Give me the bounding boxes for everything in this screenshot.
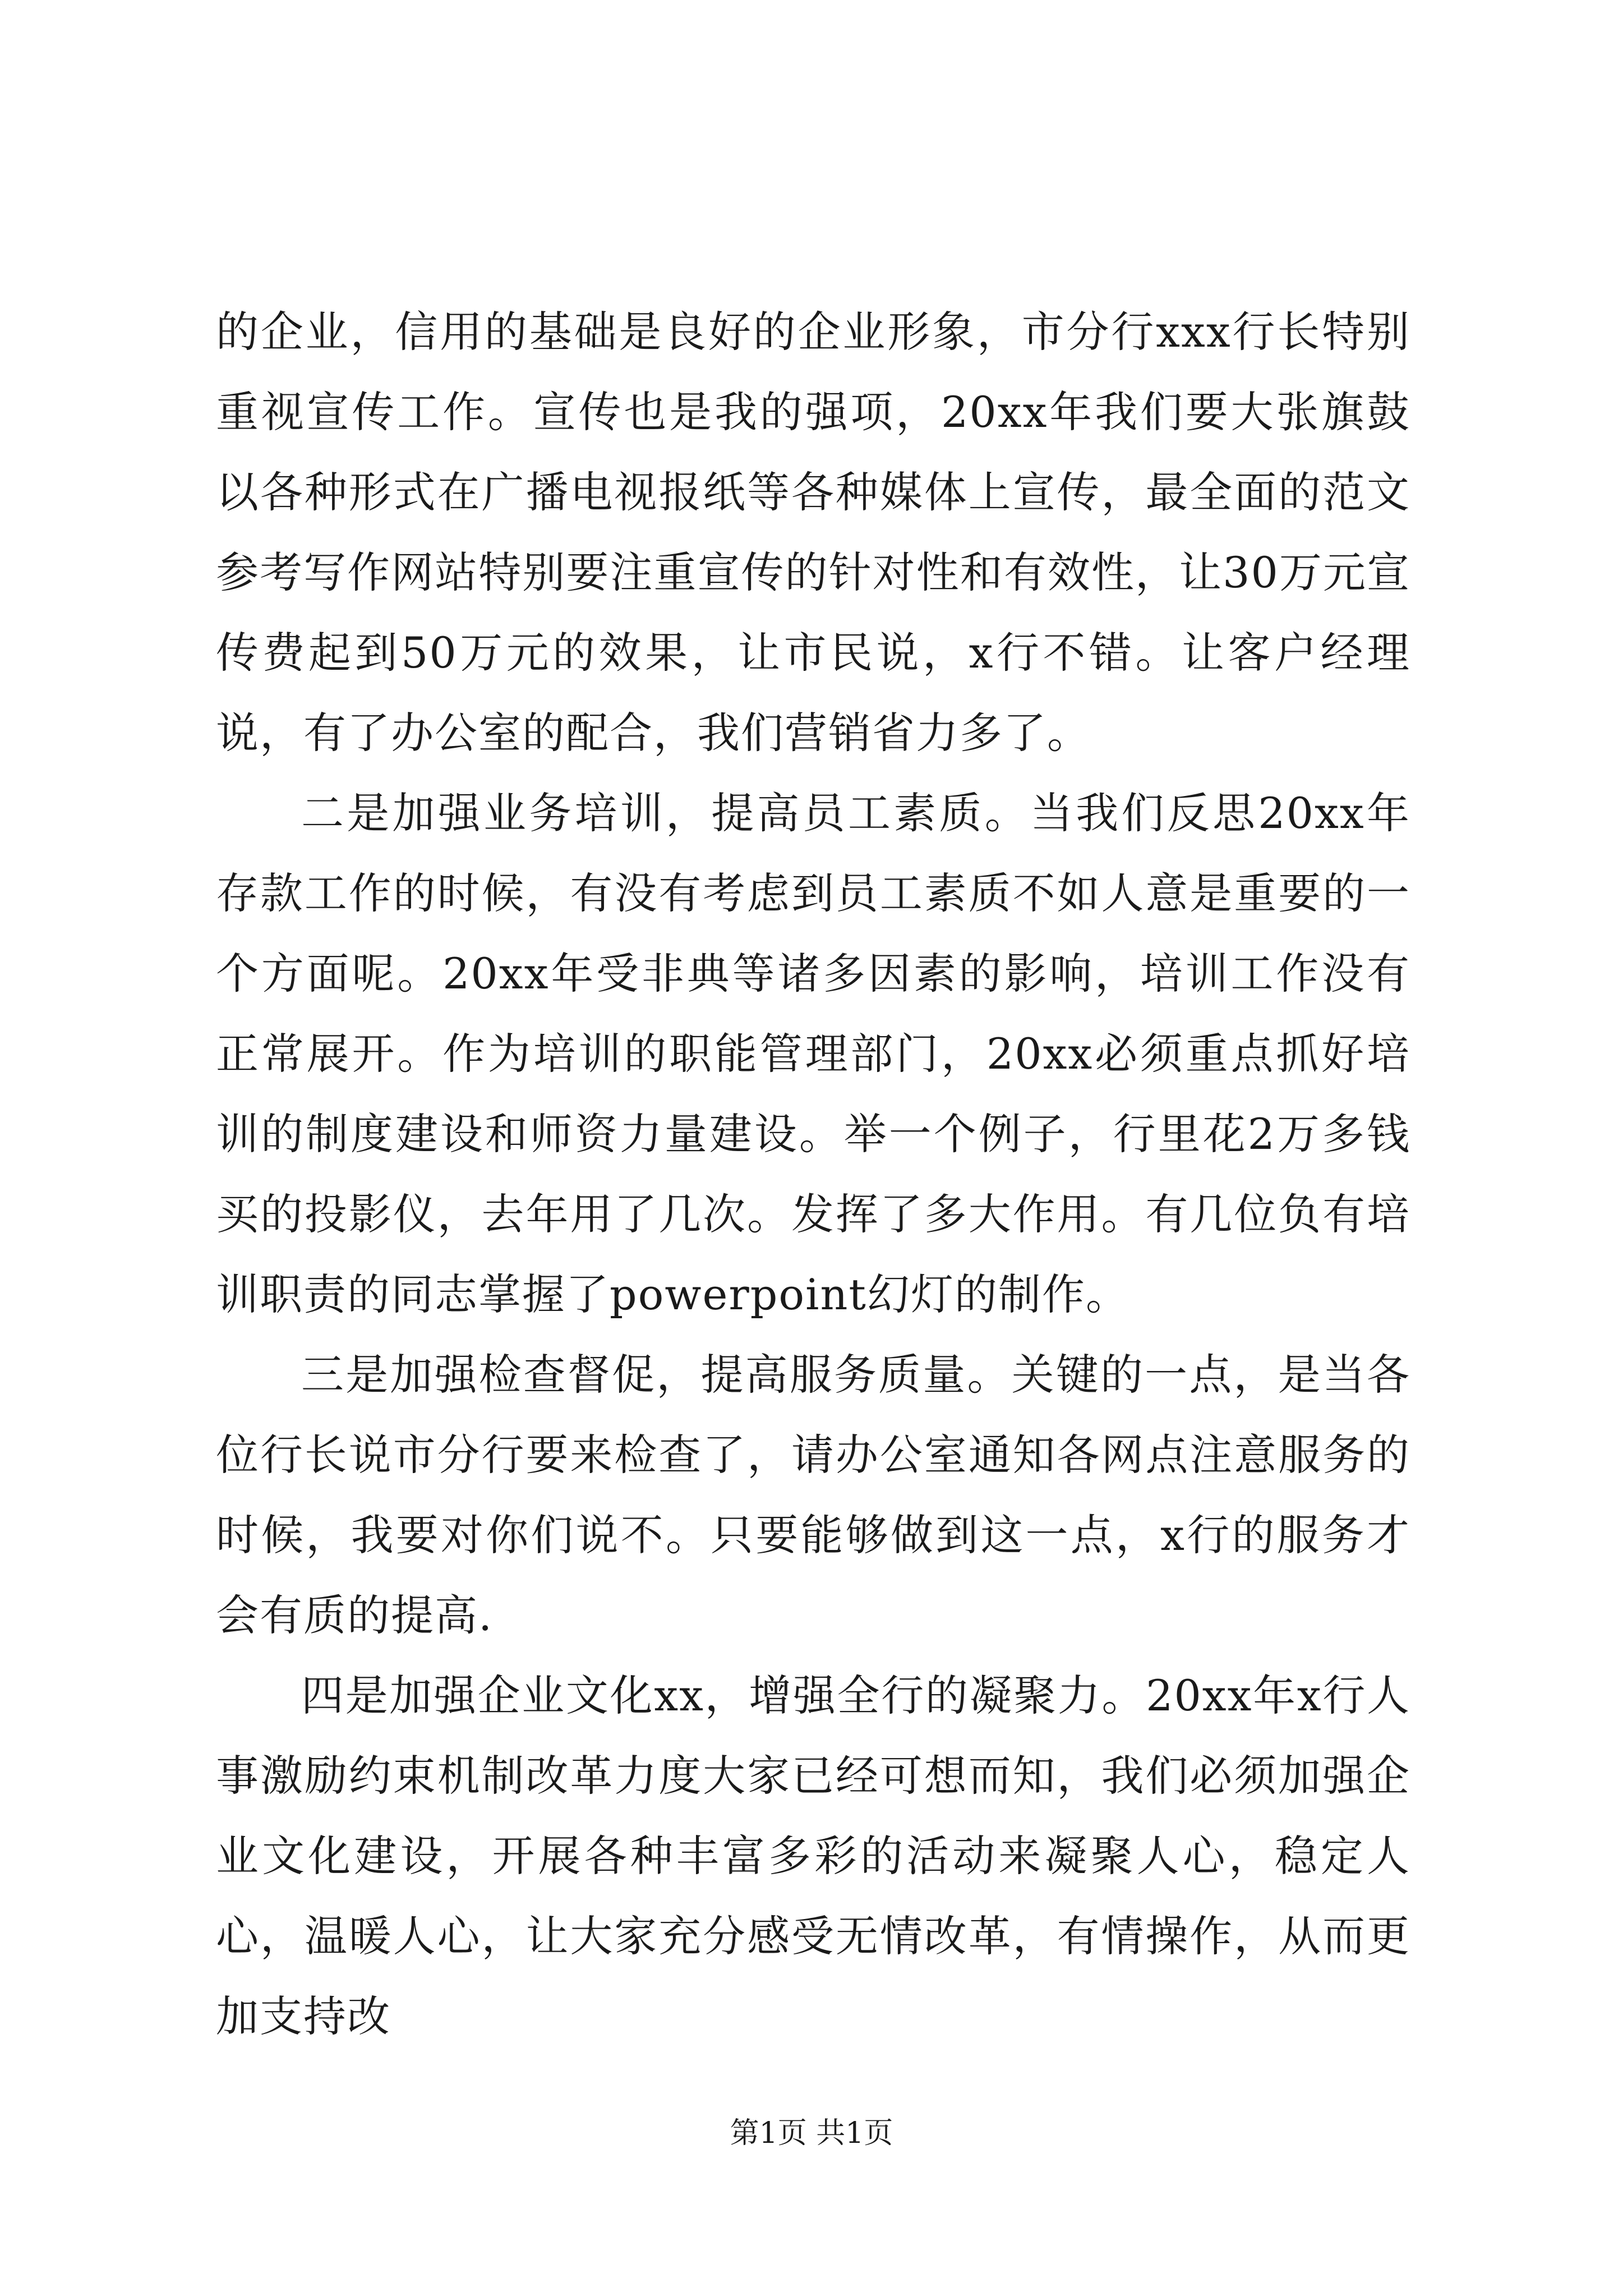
paragraph-2: 二是加强业务培训，提高员工素质。当我们反思20xx年存款工作的时候，有没有考虑到员工素质不如人意是重要的一个方面呢。20xx年受非典等诸多因素的影响，培训工作没有正常展开。作为培训的职能管理部门，20xx必须重点抓好培训的制度建设和师资力量建设。举一个例子，行里花2万多钱买的投影仪，去年用了几次。发挥了多大作用。有几位负有培训职责的同志掌握了powerpoint幻灯的制作。 — [216, 788, 1410, 1319]
paragraph-4: 四是加强企业文化xx，增强全行的凝聚力。20xx年x行人事激励约束机制改革力度大家已经可想而知，我们必须加强企业文化建设，开展各种丰富多彩的活动来凝聚人心，稳定人心，温暖人心，让大家充分感受无情改革，有情操作，从而更加支持改 — [216, 1671, 1410, 2041]
document-body — [216, 292, 1410, 2056]
paragraph-1: 的企业，信用的基础是良好的企业形象，市分行xxx行长特别重视宣传工作。宣传也是我的强项，20xx年我们要大张旗鼓以各种形式在广播电视报纸等各种媒体上宣传，最全面的范文参考写作网站特别要注重宣传的针对性和有效性，让30万元宣传费起到50万元的效果，让市民说，x行不错。让客户经理说，有了办公室的配合，我们营销省力多了。 — [216, 307, 1410, 758]
page-footer: 第1页 共1页 — [730, 2116, 893, 2150]
paragraph-3: 三是加强检查督促，提高服务质量。关键的一点，是当各位行长说市分行要来检查了，请办公室通知各网点注意服务的时候，我要对你们说不。只要能够做到这一点，x行的服务才会有质的提高. — [216, 1350, 1410, 1640]
